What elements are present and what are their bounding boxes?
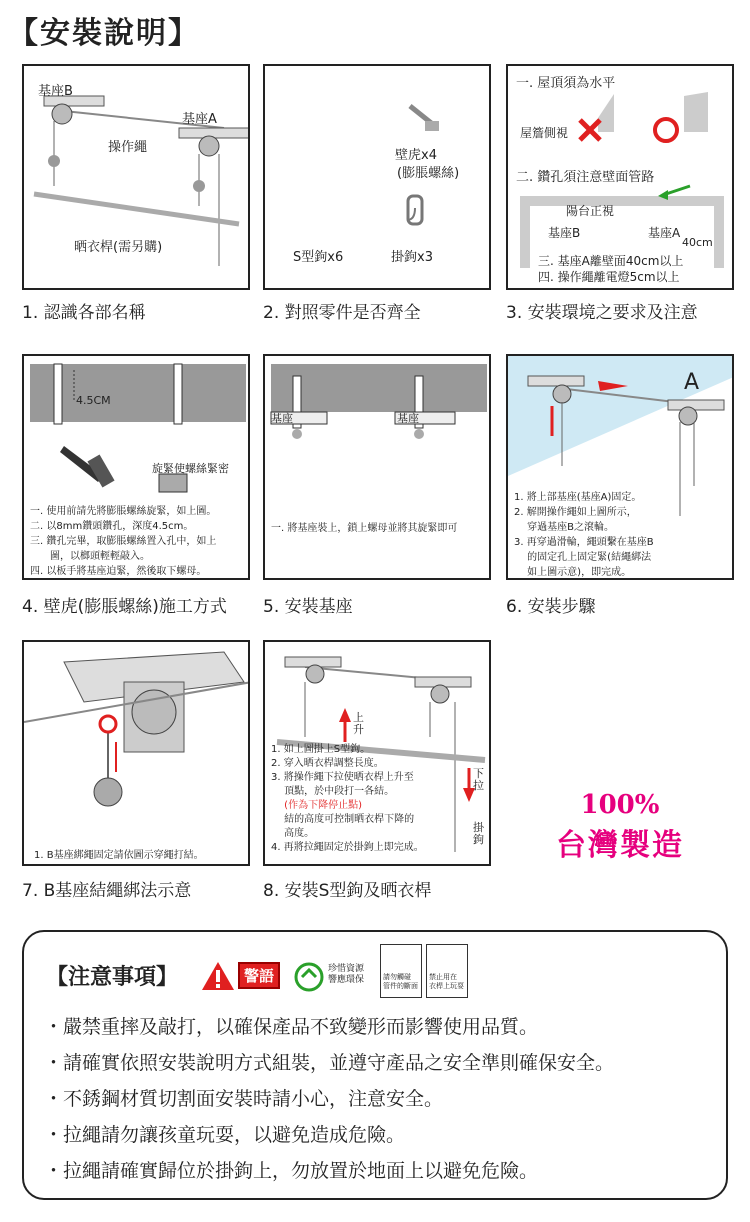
label-eave: 屋簷側視 [520,126,569,140]
instruction-line: 的固定孔上固定緊(結繩綁法 [514,552,652,563]
icon-caption: 請勿觸碰 管件的斷面 [383,973,418,990]
req-pipes: 二. 鑽孔須注意壁面管路 [516,170,655,185]
panel-s-hook-rod [263,640,491,866]
made-in-taiwan-badge [530,790,710,864]
note-item: ・請確實依照安裝說明方式組裝，並遵守產品之安全準則確保安全。 [44,1052,615,1074]
instruction-line: 一. 使用前請先將膨脹螺絲旋緊，如上圖。 [30,506,217,517]
parts-illustration [24,66,250,290]
made-text: 台灣製造 [556,828,684,863]
label-mark-a: A [684,370,700,395]
instruction-line: 一. 將基座裝上，鎖上螺母並將其旋緊即可 [271,523,458,534]
eco-label: 珍惜資源 響應環保 [328,964,365,985]
note-item: ・不銹鋼材質切割面安裝時請小心，注意安全。 [44,1088,444,1110]
label-base-b: 基座B [38,84,73,99]
warning-triangle-icon [200,960,236,992]
req-distance-wall: 三. 基座A離壁面40cm以上 [538,254,684,268]
icon-caption: 禁止用在 衣桿上玩耍 [429,973,464,990]
made-percent: 100% [580,790,660,820]
label-base-left: 基座 [271,412,293,425]
label-down: 下拉 [473,767,484,792]
instruction-line: 頂點，於中段打一各結。 [271,786,395,797]
label-balcony: 陽台正視 [566,204,615,218]
instruction-line: 如上圖示意)，即完成。 [514,567,632,578]
label-base-right: 基座 [397,412,419,425]
base-install-illustration [265,356,491,580]
note-item: ・拉繩請確實歸位於掛鉤上，勿放置於地面上以避免危險。 [44,1160,539,1182]
instruction-line: 三. 鑽孔完畢，取膨脹螺絲置入孔中，如上 [30,536,217,547]
note-item: ・拉繩請勿讓孩童玩耍，以避免造成危險。 [44,1124,406,1146]
instruction-line: 高度。 [271,828,315,839]
precautions-box [22,930,728,1200]
panel-parts-names [22,64,250,290]
label-anchor: 壁虎x4 [395,148,437,163]
note-item: ・嚴禁重摔及敲打，以確保產品不致變形而影響使用品質。 [44,1016,539,1038]
caption-step-5: 5. 安裝基座 [263,597,353,617]
warning-badge: 警語 [238,962,280,989]
req-distance-light: 四. 操作繩離電燈5cm以上 [538,270,680,284]
instruction-line: 3. 將操作繩下拉使晒衣桿上升至 [271,772,414,783]
label-anchor-sub: (膨脹螺絲) [397,166,460,181]
panel-knot [22,640,250,866]
caption-step-4: 4. 壁虎(膨脹螺絲)施工方式 [22,597,227,617]
label-depth: 4.5CM [76,394,111,407]
caption-step-1: 1. 認識各部名稱 [22,303,146,323]
caption-step-3: 3. 安裝環境之要求及注意 [506,303,698,323]
instruction-line: 四. 以板手將基座迫緊，然後取下螺母。 [30,566,207,577]
instruction-line: 二. 以8mm鑽頭鑽孔，深度4.5cm。 [30,521,194,532]
panel-base-install [263,354,491,580]
panel-anchor-install [22,354,250,580]
instruction-line: 圖，以榔頭輕輕敲入。 [30,551,150,562]
label-up: 上升 [353,711,364,736]
instruction-line: 2. 穿入晒衣桿調整長度。 [271,758,384,769]
instruction-line: 2. 解開操作繩如上圖所示， [514,507,637,518]
panel-requirements [506,64,734,290]
instruction-line: 1. B基座綁繩固定請依圖示穿繩打結。 [34,850,204,861]
instruction-line: 1. 將上部基座(基座A)固定。 [514,492,642,503]
label-base-a: 基座A [648,226,681,240]
instruction-line: (作為下降停止點) [271,800,362,811]
label-hook: 掛鉤x3 [391,250,433,265]
caption-step-7: 7. B基座結繩綁法示意 [22,881,192,901]
label-base-b: 基座B [548,226,581,240]
no-touch-cut-icon [380,944,422,998]
label-s-hook: S型鉤x6 [293,250,344,265]
req-level-roof: 一. 屋頂須為水平 [516,76,616,91]
label-distance: 40cm [682,236,713,249]
page-title: 【安裝說明】 [8,16,200,51]
panel-parts-check [263,64,491,290]
label-hook: 掛鉤 [473,821,484,846]
instruction-line: 4. 再將拉繩固定於掛鉤上即完成。 [271,842,424,853]
recycle-icon [294,962,324,992]
panel-install-steps [506,354,734,580]
knot-illustration [24,642,250,866]
caption-step-6: 6. 安裝步驟 [506,597,596,617]
instruction-line: 3. 再穿過滑輪，繩頭繫在基座B [514,537,654,548]
label-tighten: 旋緊使螺絲緊密 [152,462,229,475]
label-rope: 操作繩 [108,140,148,155]
label-base-a: 基座A [182,112,217,127]
instruction-line: 結的高度可控制晒衣桿下降的 [271,814,415,825]
instruction-line: 穿過基座B之滾輪。 [514,522,615,533]
notes-heading: 【注意事項】 [46,965,179,990]
caption-step-2: 2. 對照零件是否齊全 [263,303,421,323]
label-rod: 晒衣桿(需另購) [74,240,163,255]
instruction-line: 1. 如上圖掛上S型鉤。 [271,744,371,755]
no-play-icon [426,944,468,998]
caption-step-8: 8. 安裝S型鉤及晒衣桿 [263,881,432,901]
